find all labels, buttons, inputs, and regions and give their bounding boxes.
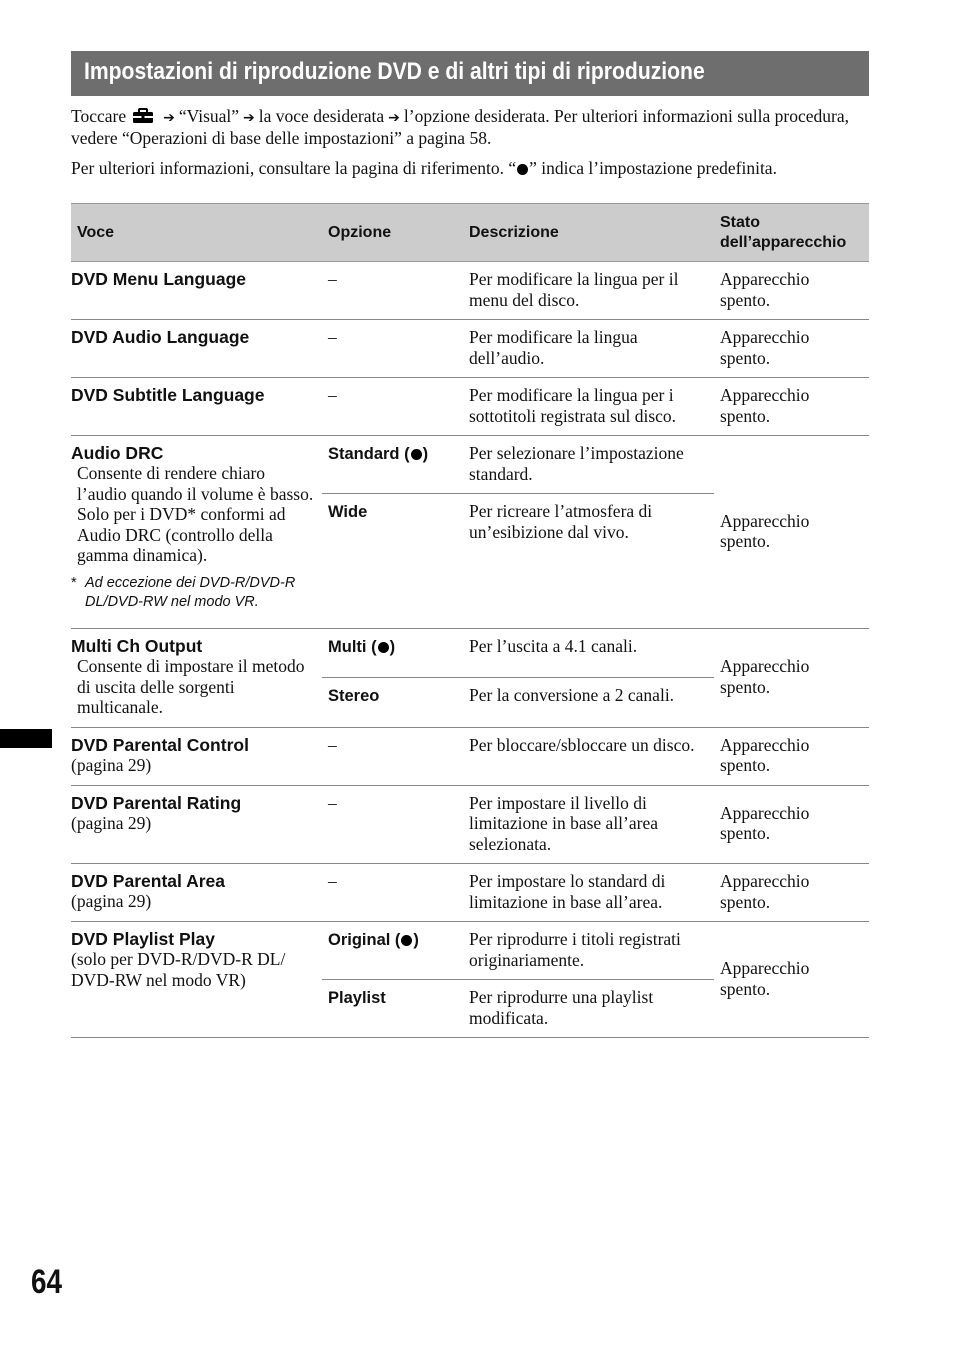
item-name: DVD Parental Area	[71, 871, 225, 891]
arrow-right-icon: ➔	[163, 110, 175, 126]
toolbox-icon	[132, 108, 154, 124]
option-text: Standard (	[328, 445, 410, 463]
table-row	[71, 785, 869, 864]
item-description: Consente di rendere chiaro l’audio quando il volume è basso. Solo per i DVD* conformi ad Audio DRC (controllo della gamma dinamica).	[77, 463, 314, 565]
item-reference: (pagina 29)	[71, 891, 152, 911]
footnote	[71, 574, 316, 612]
description-cell: Per impostare lo standard di limitazione in base all’area.	[463, 864, 714, 922]
option-label: Playlist	[328, 989, 386, 1007]
intro-text: Per ulteriori informazioni, consultare la pagina di riferimento. “	[71, 158, 517, 178]
intro-text-after: ” indica l’impostazione predefinita.	[529, 158, 777, 178]
option-cell: –	[322, 378, 463, 436]
table-row	[71, 922, 869, 980]
table-row	[71, 864, 869, 922]
option-label	[328, 445, 428, 463]
option-cell: –	[322, 320, 463, 378]
filled-circle-icon	[411, 449, 422, 460]
state-cell: Apparecchio spento.	[714, 864, 869, 922]
item-name: DVD Playlist Play	[71, 929, 215, 949]
item-name: DVD Menu Language	[71, 269, 247, 289]
option-close: )	[422, 445, 429, 463]
item-name: DVD Parental Control	[71, 734, 249, 755]
item-reference: (pagina 29)	[71, 812, 152, 833]
intro-paragraph-1	[71, 106, 871, 148]
intro-voice: la voce desiderata	[258, 106, 385, 126]
option-close: )	[413, 931, 419, 949]
description-cell: Per riprodurre una playlist modificata.	[463, 980, 714, 1038]
option-cell: –	[322, 727, 463, 785]
filled-circle-icon	[401, 935, 412, 946]
filled-circle-icon	[378, 642, 389, 653]
description-cell: Per bloccare/sbloccare un disco.	[463, 727, 714, 785]
state-cell: Apparecchio spento.	[714, 922, 869, 1038]
intro-text-after: l’opzione desiderata. Per ulteriori informazioni sulla procedura, vedere “Operazioni di base delle impostazioni” a pagina 58.	[71, 106, 849, 148]
option-close: )	[389, 638, 396, 656]
arrow-right-icon: ➔	[243, 110, 255, 126]
option-label: Stereo	[328, 687, 380, 706]
description-cell: Per riprodurre i titoli registrati originariamente.	[463, 922, 714, 980]
state-cell: Apparecchio spento.	[714, 629, 869, 728]
item-description: Consente di impostare il metodo di uscita delle sorgenti multicanale.	[77, 656, 305, 717]
option-label: Wide	[328, 503, 368, 521]
description-cell: Per modificare la lingua per i sottotitoli registrata sul disco.	[463, 378, 714, 436]
intro-paragraph-2	[71, 158, 871, 178]
table-row	[71, 727, 869, 785]
state-cell: Apparecchio spento.	[714, 378, 869, 436]
table-row	[71, 436, 869, 494]
item-description: (solo per DVD-R/DVD-R DL/ DVD-RW nel modo VR)	[71, 949, 286, 990]
intro-visual: “Visual”	[178, 106, 240, 126]
section-side-tab	[0, 729, 52, 748]
option-cell: –	[322, 864, 463, 922]
option-text: Multi (	[328, 638, 377, 656]
table-row	[71, 378, 869, 436]
description-cell: Per selezionare l’impostazione standard.	[463, 436, 714, 494]
intro-text: Toccare	[71, 106, 127, 126]
table-row	[71, 629, 869, 678]
state-cell: Apparecchio spento.	[714, 436, 869, 629]
item-name: DVD Audio Language	[71, 327, 250, 347]
option-label	[328, 931, 419, 949]
table-row	[71, 320, 869, 378]
option-text: Original (	[328, 931, 401, 949]
item-name: DVD Parental Rating	[71, 792, 242, 813]
state-cell: Apparecchio spento.	[714, 785, 869, 864]
option-cell: –	[322, 262, 463, 320]
state-cell: Apparecchio spento.	[714, 727, 869, 785]
arrow-right-icon: ➔	[388, 110, 400, 126]
filled-circle-icon	[517, 164, 528, 175]
item-name: Multi Ch Output	[71, 636, 203, 656]
description-cell: Per modificare la lingua per il menu del disco.	[463, 262, 714, 320]
description-cell: Per impostare il livello di limitazione in base all’area selezionata.	[463, 785, 714, 864]
table-row	[71, 262, 869, 320]
header-voce: Voce	[71, 204, 322, 262]
option-label	[328, 638, 395, 656]
section-title: Impostazioni di riproduzione DVD e di altri tipi di riproduzione	[84, 58, 705, 85]
header-stato: Stato dell’apparecchio	[714, 204, 869, 262]
description-cell: Per l’uscita a 4.1 canali.	[463, 629, 714, 678]
item-name: DVD Subtitle Language	[71, 385, 265, 405]
section-title-bar	[71, 51, 869, 96]
option-cell: –	[322, 785, 463, 864]
footnote-marker: *	[71, 574, 77, 591]
state-cell: Apparecchio spento.	[714, 320, 869, 378]
header-opzione: Opzione	[322, 204, 463, 262]
item-reference: (pagina 29)	[71, 754, 152, 775]
description-cell: Per ricreare l’atmosfera di un’esibizione dal vivo.	[463, 494, 714, 629]
item-name: Audio DRC	[71, 443, 164, 463]
description-cell: Per modificare la lingua dell’audio.	[463, 320, 714, 378]
header-descrizione: Descrizione	[463, 204, 714, 262]
footnote-text: Ad eccezione dei DVD-R/DVD-R DL/DVD-RW nel modo VR.	[85, 574, 296, 610]
settings-table	[71, 203, 869, 1038]
description-cell: Per la conversione a 2 canali.	[463, 678, 714, 727]
page-number: 64	[31, 1263, 63, 1301]
table-header-row	[71, 204, 869, 262]
state-cell: Apparecchio spento.	[714, 262, 869, 320]
